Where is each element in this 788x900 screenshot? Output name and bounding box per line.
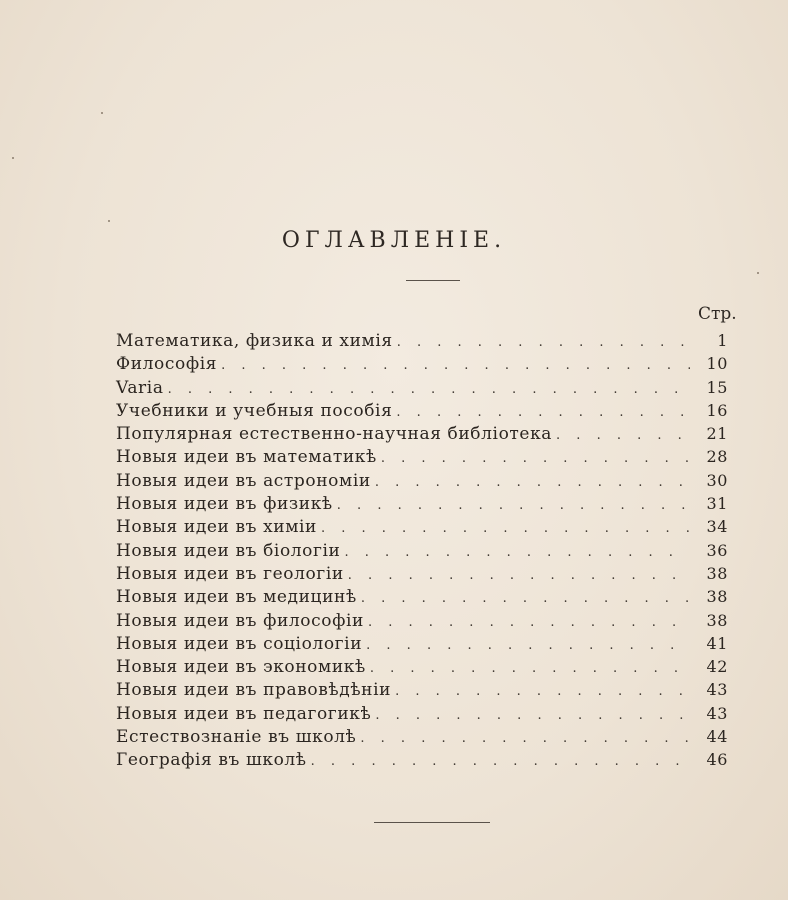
toc-entry-page: 43 [706,680,728,700]
toc-entry [116,562,730,585]
toc-entry-page: 41 [706,633,728,653]
toc-entry [116,539,730,562]
toc-entry-page: 43 [706,703,728,723]
page-column-label: Стр. [698,304,737,324]
toc-entry-title: Новыя идеи въ астрономіи [116,470,371,491]
paper-speck [12,157,14,159]
dot-leader [337,494,690,517]
toc-entry [116,445,730,468]
dot-leader [168,378,690,401]
toc-entry-title: Географія въ школѣ [116,750,307,771]
toc-entry [116,702,730,725]
toc-entry-title: Новыя идеи въ экономикѣ [116,657,366,678]
toc-entry-page: 36 [706,540,728,560]
toc-entry [116,422,730,445]
table-of-contents [116,329,730,772]
toc-entry [116,655,730,678]
toc-entry-page: 42 [706,657,728,677]
toc-entry [116,376,730,399]
toc-entry [116,609,730,632]
toc-entry-page: 1 [717,331,728,350]
toc-entry-title: Новыя идеи въ біологіи [116,540,341,561]
toc-entry-title: Философія [116,354,218,375]
dot-leader [368,611,690,634]
toc-entry [116,725,730,748]
toc-entry-page: 28 [706,447,728,467]
dot-leader [370,657,690,680]
toc-entry-title: Новыя идеи въ философіи [116,610,364,631]
dot-leader [348,564,690,587]
dot-leader [395,680,690,703]
toc-entry-page: 46 [706,750,728,770]
toc-entry [116,748,730,771]
dot-leader [360,727,690,750]
dot-leader [345,541,691,564]
toc-entry [116,329,730,352]
toc-entry-page: 16 [706,400,728,420]
paper-speck [757,272,759,274]
title-divider [406,280,460,281]
toc-entry [116,632,730,655]
dot-leader [366,634,690,657]
dot-leader [375,471,690,494]
dot-leader [396,401,690,424]
paper-speck [101,112,103,114]
toc-entry-title: Новыя идеи въ химіи [116,517,317,538]
toc-entry-page: 38 [706,587,728,607]
paper-speck [108,220,110,222]
toc-entry-title: Математика, физика и химія [116,331,393,351]
toc-entry-page: 31 [706,494,728,514]
toc-entry-page: 38 [706,563,728,583]
toc-entry-title: Новыя идеи въ медицинѣ [116,587,357,608]
toc-entry-page: 30 [706,470,728,490]
toc-entry-page: 44 [706,727,728,747]
dot-leader [397,331,690,354]
toc-entry-page: 38 [706,610,728,630]
dot-leader [221,354,690,377]
toc-entry-title: Учебники и учебныя пособія [116,400,393,421]
toc-entry-page: 15 [706,377,728,397]
toc-entry-title: Новыя идеи въ правовѣдѣніи [116,680,392,701]
dot-leader [321,517,690,540]
toc-entry [116,585,730,608]
toc-entry-title: Varia [116,377,164,398]
toc-entry-page: 34 [706,517,728,537]
dot-leader [375,704,690,727]
toc-entry [116,352,730,375]
toc-entry-page: 21 [706,424,728,444]
dot-leader [311,750,690,773]
toc-entry-page: 10 [706,354,728,374]
toc-entry [116,515,730,538]
toc-entry-title: Новыя идеи въ педагогикѣ [116,703,372,724]
dot-leader [381,447,690,470]
toc-entry-title: Естествознаніе въ школѣ [116,727,357,748]
toc-entry-title: Новыя идеи въ геологіи [116,563,344,584]
dot-leader [361,587,690,610]
toc-entry [116,678,730,701]
toc-entry [116,492,730,515]
toc-entry [116,399,730,422]
toc-entry-title: Популярная естественно-научная библіотека [116,424,553,445]
closing-divider [374,822,490,823]
toc-entry-title: Новыя идеи въ математикѣ [116,447,377,468]
toc-entry-title: Новыя идеи въ физикѣ [116,494,333,515]
toc-entry [116,469,730,492]
dot-leader [556,424,690,447]
toc-entry-title: Новыя идеи въ соціологіи [116,633,363,654]
page-title: ОГЛАВЛЕНІЕ. [281,228,507,253]
